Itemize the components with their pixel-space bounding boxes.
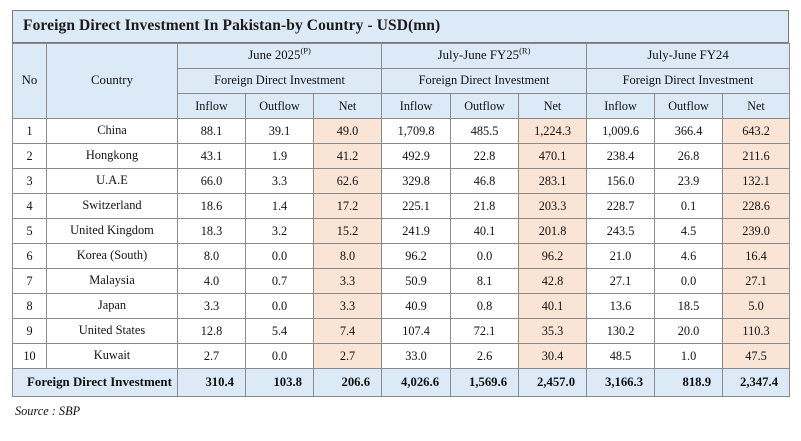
cell-outflow: 40.1	[451, 219, 519, 244]
row-country: U.A.E	[47, 169, 178, 194]
group-header-fdi-june-2025: Foreign Direct Investment	[178, 69, 382, 94]
row-country: Switzerland	[47, 194, 178, 219]
cell-inflow: 107.4	[382, 319, 451, 344]
table-row	[13, 269, 790, 294]
row-number: 4	[13, 194, 47, 219]
row-number: 2	[13, 144, 47, 169]
cell-inflow: 33.0	[382, 344, 451, 369]
table-row	[13, 194, 790, 219]
cell-net: 228.6	[723, 194, 790, 219]
fdi-table	[12, 43, 790, 397]
column-header-net: Net	[723, 94, 790, 119]
cell-outflow: 26.8	[655, 144, 723, 169]
row-country: United States	[47, 319, 178, 344]
cell-inflow: 1,709.8	[382, 119, 451, 144]
cell-net: 2.7	[314, 344, 382, 369]
page-title: Foreign Direct Investment In Pakistan-by Country - USD(mn)	[12, 10, 789, 43]
cell-inflow: 2.7	[178, 344, 246, 369]
cell-outflow: 0.0	[451, 244, 519, 269]
cell-net: 16.4	[723, 244, 790, 269]
total-row	[13, 369, 790, 397]
cell-outflow: 46.8	[451, 169, 519, 194]
cell-inflow: 241.9	[382, 219, 451, 244]
column-header-net: Net	[314, 94, 382, 119]
cell-net: 17.2	[314, 194, 382, 219]
cell-outflow: 4.6	[655, 244, 723, 269]
cell-outflow: 72.1	[451, 319, 519, 344]
cell-inflow: 492.9	[382, 144, 451, 169]
total-outflow: 1,569.6	[451, 369, 519, 397]
cell-outflow: 18.5	[655, 294, 723, 319]
cell-outflow: 4.5	[655, 219, 723, 244]
cell-inflow: 238.4	[587, 144, 655, 169]
table-row	[13, 169, 790, 194]
cell-outflow: 21.8	[451, 194, 519, 219]
period-header-june-2025	[178, 44, 382, 69]
cell-outflow: 1.4	[246, 194, 314, 219]
cell-inflow: 12.8	[178, 319, 246, 344]
table-row	[13, 144, 790, 169]
cell-net: 239.0	[723, 219, 790, 244]
cell-net: 49.0	[314, 119, 382, 144]
cell-outflow: 3.2	[246, 219, 314, 244]
table-row	[13, 219, 790, 244]
cell-outflow: 3.3	[246, 169, 314, 194]
total-net: 206.6	[314, 369, 382, 397]
cell-net: 283.1	[519, 169, 587, 194]
cell-inflow: 228.7	[587, 194, 655, 219]
cell-outflow: 1.0	[655, 344, 723, 369]
cell-net: 211.6	[723, 144, 790, 169]
row-country: United Kingdom	[47, 219, 178, 244]
table-body	[13, 119, 790, 397]
cell-net: 35.3	[519, 319, 587, 344]
cell-outflow: 0.0	[246, 344, 314, 369]
cell-outflow: 20.0	[655, 319, 723, 344]
cell-inflow: 225.1	[382, 194, 451, 219]
row-number: 9	[13, 319, 47, 344]
total-inflow: 4,026.6	[382, 369, 451, 397]
cell-outflow: 366.4	[655, 119, 723, 144]
cell-net: 40.1	[519, 294, 587, 319]
cell-outflow: 0.0	[655, 269, 723, 294]
row-number: 5	[13, 219, 47, 244]
row-country: Hongkong	[47, 144, 178, 169]
row-country: Korea (South)	[47, 244, 178, 269]
table-row	[13, 319, 790, 344]
cell-inflow: 66.0	[178, 169, 246, 194]
row-number: 7	[13, 269, 47, 294]
table-row	[13, 344, 790, 369]
cell-inflow: 21.0	[587, 244, 655, 269]
group-header-fdi-fy24: Foreign Direct Investment	[587, 69, 790, 94]
total-outflow: 103.8	[246, 369, 314, 397]
cell-inflow: 27.1	[587, 269, 655, 294]
total-outflow: 818.9	[655, 369, 723, 397]
cell-inflow: 1,009.6	[587, 119, 655, 144]
cell-net: 203.3	[519, 194, 587, 219]
cell-outflow: 0.0	[246, 244, 314, 269]
period-label: June 2025	[248, 48, 301, 63]
period-superscript: (P)	[300, 46, 311, 57]
cell-inflow: 48.5	[587, 344, 655, 369]
total-label: Foreign Direct Investment	[13, 369, 178, 397]
total-inflow: 3,166.3	[587, 369, 655, 397]
cell-inflow: 40.9	[382, 294, 451, 319]
cell-inflow: 50.9	[382, 269, 451, 294]
cell-net: 96.2	[519, 244, 587, 269]
cell-net: 132.1	[723, 169, 790, 194]
cell-inflow: 3.3	[178, 294, 246, 319]
cell-inflow: 18.6	[178, 194, 246, 219]
row-country: China	[47, 119, 178, 144]
period-superscript: (R)	[519, 46, 531, 57]
cell-outflow: 8.1	[451, 269, 519, 294]
total-net: 2,347.4	[723, 369, 790, 397]
period-header-july-june-fy24	[587, 44, 790, 69]
column-header-outflow: Outflow	[451, 94, 519, 119]
cell-net: 27.1	[723, 269, 790, 294]
header-row-periods	[13, 44, 790, 69]
table-header	[13, 44, 790, 119]
cell-net: 7.4	[314, 319, 382, 344]
row-number: 6	[13, 244, 47, 269]
column-header-net: Net	[519, 94, 587, 119]
cell-net: 643.2	[723, 119, 790, 144]
cell-net: 42.8	[519, 269, 587, 294]
cell-outflow: 2.6	[451, 344, 519, 369]
cell-net: 110.3	[723, 319, 790, 344]
cell-net: 3.3	[314, 269, 382, 294]
column-header-inflow: Inflow	[587, 94, 655, 119]
period-label: July-June FY25	[437, 48, 520, 63]
cell-net: 41.2	[314, 144, 382, 169]
cell-inflow: 88.1	[178, 119, 246, 144]
cell-net: 47.5	[723, 344, 790, 369]
cell-net: 3.3	[314, 294, 382, 319]
period-header-july-june-fy25	[382, 44, 587, 69]
cell-net: 470.1	[519, 144, 587, 169]
total-net: 2,457.0	[519, 369, 587, 397]
cell-outflow: 0.8	[451, 294, 519, 319]
cell-outflow: 0.1	[655, 194, 723, 219]
column-header-inflow: Inflow	[382, 94, 451, 119]
cell-net: 62.6	[314, 169, 382, 194]
column-header-inflow: Inflow	[178, 94, 246, 119]
row-number: 10	[13, 344, 47, 369]
cell-outflow: 39.1	[246, 119, 314, 144]
column-header-outflow: Outflow	[655, 94, 723, 119]
row-number: 1	[13, 119, 47, 144]
cell-inflow: 156.0	[587, 169, 655, 194]
period-label: July-June FY24	[647, 48, 729, 63]
cell-inflow: 4.0	[178, 269, 246, 294]
cell-outflow: 1.9	[246, 144, 314, 169]
cell-inflow: 13.6	[587, 294, 655, 319]
row-country: Kuwait	[47, 344, 178, 369]
group-header-fdi-fy25: Foreign Direct Investment	[382, 69, 587, 94]
cell-inflow: 329.8	[382, 169, 451, 194]
cell-net: 5.0	[723, 294, 790, 319]
cell-net: 1,224.3	[519, 119, 587, 144]
cell-outflow: 0.7	[246, 269, 314, 294]
cell-net: 8.0	[314, 244, 382, 269]
row-number: 8	[13, 294, 47, 319]
cell-net: 15.2	[314, 219, 382, 244]
cell-inflow: 43.1	[178, 144, 246, 169]
table-row	[13, 119, 790, 144]
cell-outflow: 5.4	[246, 319, 314, 344]
cell-inflow: 243.5	[587, 219, 655, 244]
table-row	[13, 244, 790, 269]
cell-inflow: 18.3	[178, 219, 246, 244]
table-row	[13, 294, 790, 319]
cell-outflow: 22.8	[451, 144, 519, 169]
column-header-no: No	[13, 44, 47, 119]
cell-inflow: 96.2	[382, 244, 451, 269]
cell-net: 201.8	[519, 219, 587, 244]
row-country: Malaysia	[47, 269, 178, 294]
column-header-outflow: Outflow	[246, 94, 314, 119]
cell-inflow: 130.2	[587, 319, 655, 344]
row-number: 3	[13, 169, 47, 194]
cell-outflow: 23.9	[655, 169, 723, 194]
column-header-country: Country	[47, 44, 178, 119]
source-note: Source : SBP	[15, 404, 81, 418]
cell-inflow: 8.0	[178, 244, 246, 269]
row-country: Japan	[47, 294, 178, 319]
total-inflow: 310.4	[178, 369, 246, 397]
cell-outflow: 0.0	[246, 294, 314, 319]
cell-net: 30.4	[519, 344, 587, 369]
cell-outflow: 485.5	[451, 119, 519, 144]
